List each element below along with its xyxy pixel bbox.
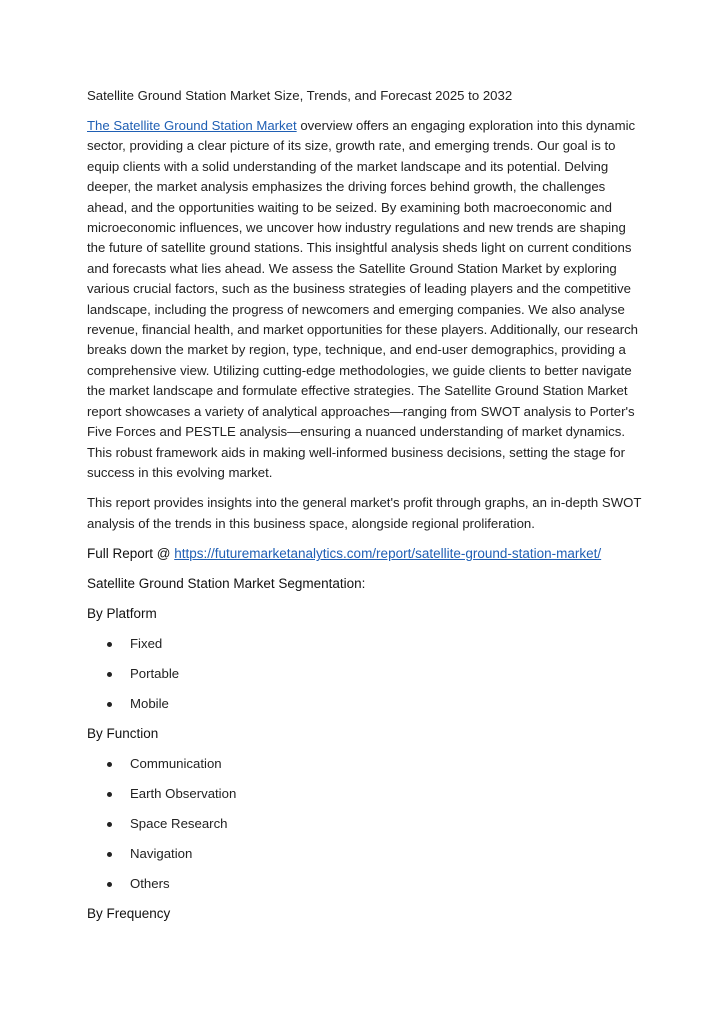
list-item-label: Navigation — [130, 846, 193, 862]
full-report-line — [87, 544, 647, 564]
list-item-label: Earth Observation — [130, 786, 237, 802]
list-item-label: Communication — [130, 756, 222, 772]
list-item — [87, 844, 647, 864]
platform-list — [87, 634, 647, 714]
by-platform-heading: By Platform — [87, 606, 157, 622]
list-item — [87, 634, 647, 654]
segmentation-heading: Satellite Ground Station Market Segmentation: — [87, 576, 366, 592]
full-report-label: Full Report @ — [87, 546, 175, 562]
by-frequency-heading: By Frequency — [87, 906, 171, 922]
bullet-icon — [107, 642, 112, 647]
bullet-icon — [107, 852, 112, 857]
intro-paragraph — [87, 116, 647, 483]
document-page — [87, 86, 647, 934]
list-item — [87, 754, 647, 774]
market-report-link[interactable]: The Satellite Ground Station Market — [87, 118, 297, 133]
bullet-icon — [107, 792, 112, 797]
bullet-icon — [107, 882, 112, 887]
list-item-label: Mobile — [130, 696, 169, 712]
bullet-icon — [107, 762, 112, 767]
list-item-label: Fixed — [130, 636, 163, 652]
bullet-icon — [107, 702, 112, 707]
list-item — [87, 814, 647, 834]
list-item-label: Space Research — [130, 816, 228, 832]
by-function-heading: By Function — [87, 726, 159, 742]
list-item — [87, 874, 647, 894]
intro-body: overview offers an engaging exploration into this dynamic sector, providing a clear picture of its size, growth rate, and emerging trends. Our goal is to equip clients with a solid understanding of the market landscape and its potential. Delving deeper, the market analysis emphasizes the driving forces behind growth, the challenges ahead, and the opportunities waiting to be seized. By examining both macroeconomic and microeconomic influences, we uncover how industry regulations and new trends are shaping the future of satellite ground stations. This insightful analysis sheds light on current conditions and forecasts what lies ahead. We assess the Satellite Ground Station Market by exploring various crucial factors, such as the business strategies of leading players and the competitive landscape, including the progress of newcomers and emerging companies. We also analyse revenue, financial health, and market opportunities for these players. Additionally, our research breaks down the market by region, type, technique, and end-user demographics, providing a comprehensive view. Utilizing cutting-edge methodologies, we guide clients to better navigate the market landscape and formulate effective strategies. The Satellite Ground Station Market report showcases a variety of analytical approaches—ranging from SWOT analysis to Porter's Five Forces and PESTLE analysis—ensuring a nuanced understanding of market dynamics. This robust framework aids in making well-informed business decisions, setting the stage for success in this evolving market. — [87, 118, 639, 480]
function-list — [87, 754, 647, 894]
list-item — [87, 784, 647, 804]
list-item-label: Portable — [130, 666, 180, 682]
list-item-label: Others — [130, 876, 170, 892]
bullet-icon — [107, 822, 112, 827]
list-item — [87, 664, 647, 684]
document-title: Satellite Ground Station Market Size, Trends, and Forecast 2025 to 2032 — [87, 88, 513, 103]
insights-paragraph: This report provides insights into the general market's profit through graphs, an in-depth SWOT analysis of the trends in this business space, alongside regional proliferation. — [87, 495, 642, 531]
bullet-icon — [107, 672, 112, 677]
list-item — [87, 694, 647, 714]
full-report-link[interactable]: https://futuremarketanalytics.com/report/satellite-ground-station-market/ — [174, 546, 602, 562]
